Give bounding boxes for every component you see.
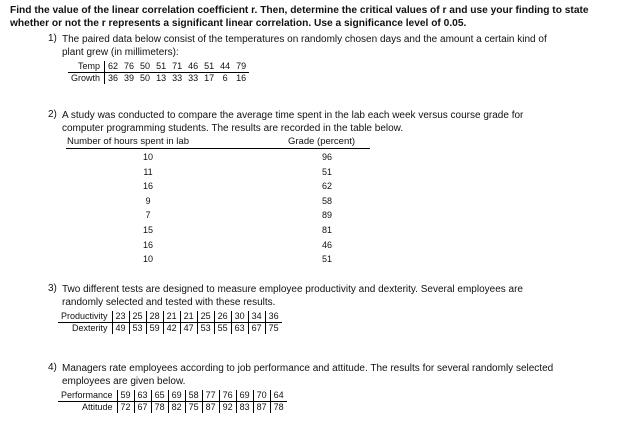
problem-3-number: 3) (48, 283, 57, 294)
problem-3-table (58, 311, 282, 334)
table-cell: 17 (204, 73, 215, 83)
column-value: 46 (321, 239, 332, 250)
table-cell: 42 (163, 323, 180, 335)
productivity-label: Productivity (58, 311, 112, 323)
table-cell: 13 (156, 73, 167, 83)
table-cell: 21 (163, 311, 180, 323)
temp-label: Temp (68, 61, 105, 73)
hours-column (128, 150, 168, 267)
problem-1-line-1: The paired data below consist of the temperatures on randomly chosen days and the amount a certain kind of (62, 34, 547, 45)
table-cell: 23 (112, 311, 129, 323)
performance-label: Performance (58, 390, 117, 402)
table-cell: 50 (140, 73, 151, 83)
column-value: 51 (321, 166, 332, 177)
column-value: 96 (321, 152, 332, 162)
column-value: 89 (321, 210, 332, 221)
table-cell: 87 (253, 402, 270, 414)
column-value: 10 (142, 152, 153, 162)
table-cell: 65 (151, 390, 168, 402)
table-cell: 51 (153, 61, 169, 73)
table-cell: 87 (202, 402, 219, 414)
hours-column-header: Number of hours spent in lab (67, 136, 189, 147)
table-cell: 36 (265, 311, 282, 323)
table-cell: 63 (134, 390, 151, 402)
table-cell: 44 (217, 61, 233, 73)
problem-3-line-2: randomly selected and tested with these results. (62, 297, 276, 308)
table-cell: 78 (151, 402, 168, 414)
attitude-label: Attitude (58, 402, 117, 414)
table-cell: 76 (121, 61, 137, 73)
table-cell: 30 (231, 311, 248, 323)
problem-2-number: 2) (48, 109, 57, 120)
table-cell: 58 (185, 390, 202, 402)
table-cell: 36 (108, 73, 119, 83)
column-value: 16 (142, 239, 153, 250)
table-cell: 78 (273, 402, 284, 412)
column-value: 62 (321, 181, 332, 192)
table-cell: 53 (129, 323, 146, 335)
table-cell: 28 (146, 311, 163, 323)
table-cell: 67 (248, 323, 265, 335)
table-cell: 67 (134, 402, 151, 414)
table-cell: 77 (202, 390, 219, 402)
column-value: 51 (321, 254, 332, 265)
problem-2-line-1: A study was conducted to compare the average time spent in the lab each week versus course grade for (62, 110, 524, 121)
table-cell: 59 (117, 390, 134, 402)
table-cell: 25 (197, 311, 214, 323)
table-cell: 34 (248, 311, 265, 323)
table-cell: 76 (219, 390, 236, 402)
table-cell: 55 (214, 323, 231, 335)
table-cell: 50 (137, 61, 153, 73)
dexterity-label: Dexterity (58, 323, 112, 335)
instructions-text: Find the value of the linear correlation coefficient r. Then, determine the critical values of r and use your finding to state whether or not the r represents a significant linear correlation. Use a significance level of 0.05. (10, 5, 589, 29)
grade-column-header: Grade (percent) (288, 136, 356, 147)
problem-1-number: 1) (48, 33, 57, 44)
column-value: 9 (145, 195, 151, 206)
table-cell: 16 (236, 73, 247, 83)
table-cell: 26 (214, 311, 231, 323)
table-cell: 92 (219, 402, 236, 414)
problem-1-line-2: plant grew (in millimeters): (62, 47, 179, 58)
table-cell: 6 (222, 73, 228, 83)
table-cell: 51 (201, 61, 217, 73)
column-value: 16 (142, 181, 153, 192)
problem-3-line-1: Two different tests are designed to measure employee productivity and dexterity. Several employees are (62, 284, 523, 295)
table-cell: 59 (146, 323, 163, 335)
problem-1-table (68, 61, 249, 84)
table-cell: 21 (180, 311, 197, 323)
table-cell: 49 (112, 323, 129, 335)
header-underline (66, 148, 370, 149)
table-cell: 39 (124, 73, 135, 83)
table-cell: 69 (168, 390, 185, 402)
table-cell: 72 (117, 402, 134, 414)
table-cell: 70 (253, 390, 270, 402)
problem-4-line-2: employees are given below. (62, 376, 186, 387)
table-cell: 82 (168, 402, 185, 414)
column-value: 10 (142, 254, 153, 265)
problem-4-table (58, 390, 287, 413)
problem-4-number: 4) (48, 362, 57, 373)
growth-label: Growth (68, 73, 105, 85)
problem-2-line-2: computer programming students. The results are recorded in the table below. (62, 123, 404, 134)
table-cell: 46 (185, 61, 201, 73)
grades-column (307, 150, 347, 267)
table-cell: 69 (236, 390, 253, 402)
column-value: 81 (321, 224, 332, 235)
table-cell: 83 (236, 402, 253, 414)
column-value: 7 (145, 210, 151, 221)
column-value: 11 (143, 166, 153, 177)
table-cell: 63 (231, 323, 248, 335)
table-cell: 47 (180, 323, 197, 335)
table-cell: 33 (188, 73, 199, 83)
table-cell: 75 (185, 402, 202, 414)
table-cell: 75 (268, 323, 279, 333)
table-cell: 64 (270, 390, 287, 402)
column-value: 58 (321, 195, 332, 206)
table-cell: 79 (233, 61, 249, 73)
column-value: 15 (142, 224, 153, 235)
table-cell: 33 (172, 73, 183, 83)
problem-4-line-1: Managers rate employees according to job performance and attitude. The results for several randomly selected (62, 363, 554, 374)
table-cell: 62 (105, 61, 122, 73)
table-cell: 25 (129, 311, 146, 323)
table-cell: 71 (169, 61, 185, 73)
table-cell: 53 (197, 323, 214, 335)
